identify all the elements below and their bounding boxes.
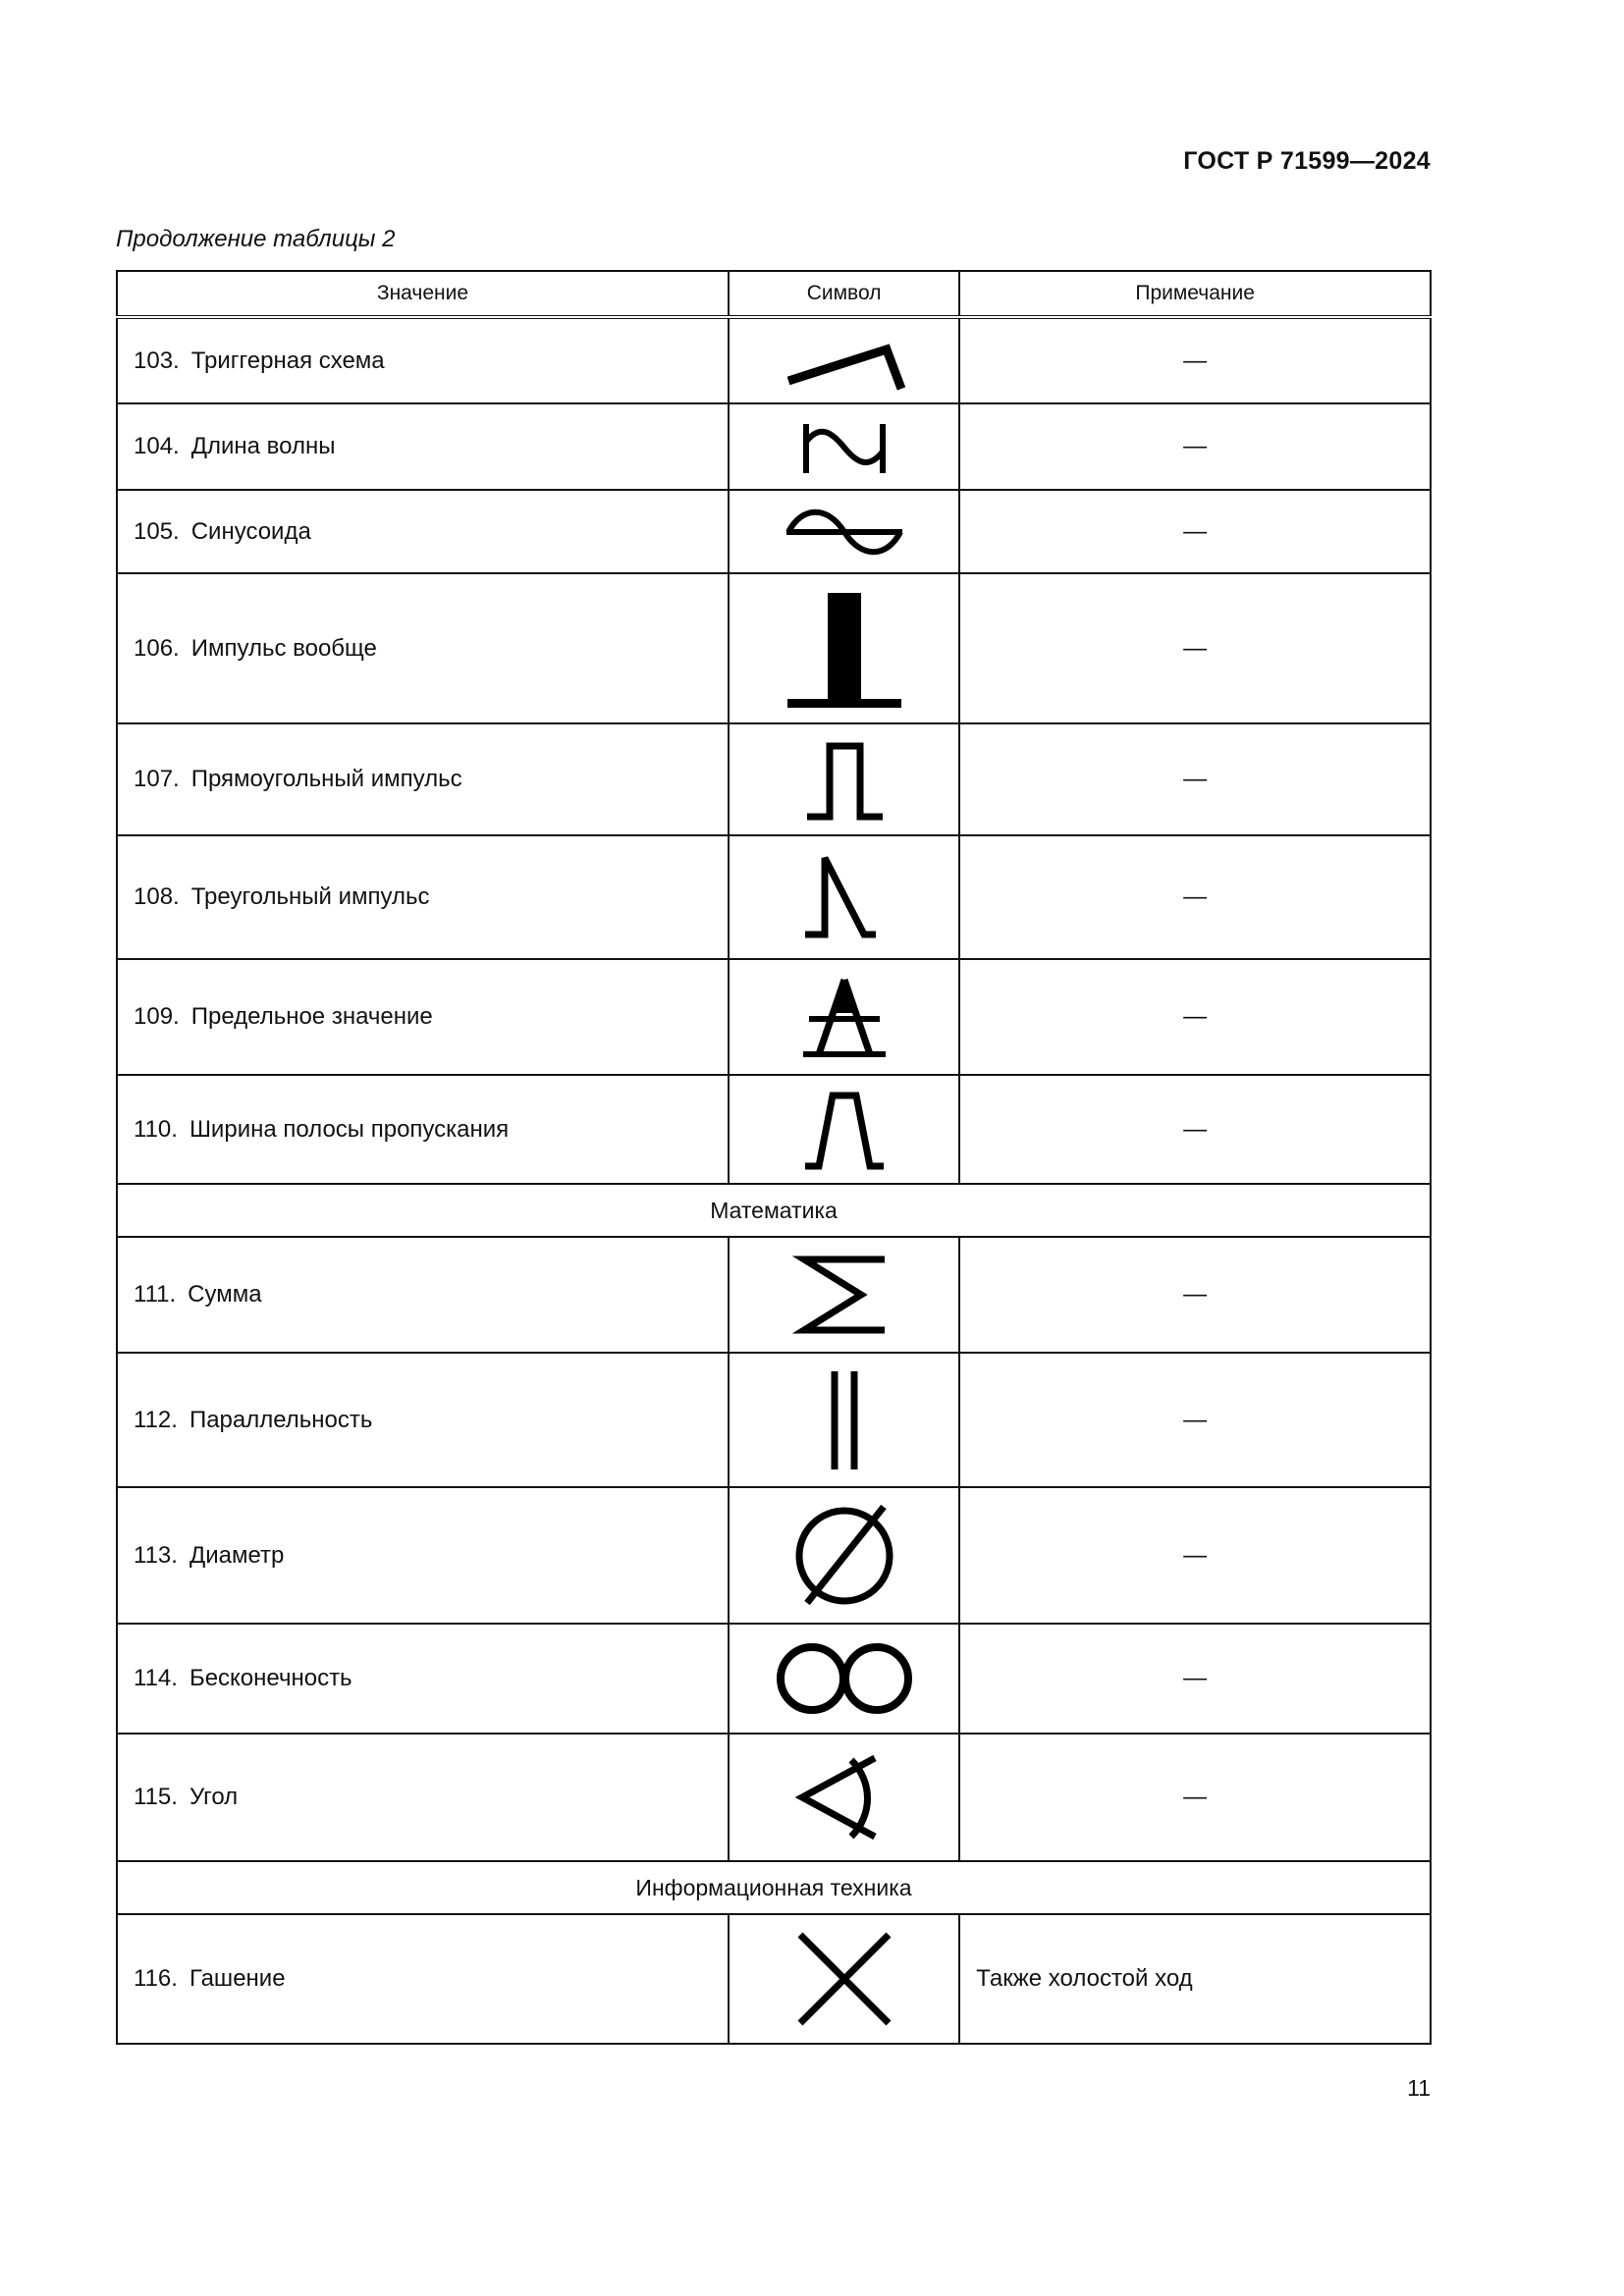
table-row [117,959,1431,1075]
row-label: Треугольный импульс [190,883,430,910]
column-header-note: Примечание [959,271,1431,317]
row-number: 105. [134,517,180,545]
note-cell: — [959,573,1431,723]
column-header-symbol: Символ [729,271,959,317]
row-number: 113. [134,1541,178,1569]
meaning-cell [117,959,729,1075]
table-row [117,1624,1431,1734]
page-number: 11 [1407,2075,1431,2101]
meaning-cell [117,1487,729,1624]
table-row [117,1237,1431,1353]
limit-value-icon [795,970,893,1064]
row-label: Параллельность [189,1406,373,1433]
symbol-cell [729,835,959,959]
note-cell: — [959,490,1431,573]
symbol-cell [729,1734,959,1861]
note-cell: — [959,1487,1431,1624]
standard-designation: ГОСТ Р 71599—2024 [1183,147,1431,175]
row-number: 114. [134,1665,178,1691]
meaning-cell [117,317,729,403]
symbol-cell [729,1237,959,1353]
row-number: 103. [134,347,180,374]
meaning-cell [117,403,729,490]
symbol-cell [729,959,959,1075]
infinity-icon [771,1636,918,1721]
row-number: 112. [134,1406,178,1433]
section-row [117,1184,1431,1237]
table-row [117,1487,1431,1624]
note-cell: — [959,835,1431,959]
meaning-cell [117,1353,729,1487]
meaning-cell [117,573,729,723]
table-header-row [117,271,1431,317]
row-label: Синусоида [190,517,311,545]
table-row [117,1914,1431,2044]
table-row [117,723,1431,835]
table-caption: Продолжение таблицы 2 [116,226,396,252]
note-cell: — [959,1353,1431,1487]
row-number: 104. [134,433,180,459]
note-cell: — [959,723,1431,835]
meaning-cell [117,1237,729,1353]
symbol-cell [729,573,959,723]
table-row [117,1353,1431,1487]
row-label: Бесконечность [189,1665,352,1691]
rectangular-pulse-icon [795,732,893,827]
row-label: Импульс вообще [190,634,377,662]
trigger-circuit-icon [781,324,908,399]
table-row [117,490,1431,573]
triangular-pulse-icon [795,848,893,946]
meaning-cell [117,1914,729,2044]
symbol-cell [729,1914,959,2044]
row-number: 110. [134,1115,178,1143]
meaning-cell [117,1075,729,1184]
table-row [117,317,1431,403]
row-label: Диаметр [189,1541,285,1569]
row-label: Прямоугольный импульс [190,766,462,792]
row-label: Ширина полосы пропускания [189,1115,510,1143]
note-cell: — [959,959,1431,1075]
symbol-cell [729,1075,959,1184]
pulse-icon [781,585,908,713]
table-row [117,403,1431,490]
symbol-cell [729,490,959,573]
meaning-cell [117,1734,729,1861]
row-number: 107. [134,766,180,792]
note-cell: — [959,1624,1431,1734]
note-cell: — [959,317,1431,403]
table-row [117,1734,1431,1861]
symbol-cell [729,403,959,490]
sinusoid-icon [781,500,908,564]
section-title-information-technology: Информационная техника [117,1861,1431,1914]
row-label: Длина волны [190,433,336,459]
note-cell: — [959,1075,1431,1184]
note-cell: Также холостой ход [959,1914,1431,2044]
meaning-cell [117,835,729,959]
parallel-icon [815,1365,874,1475]
meaning-cell [117,490,729,573]
symbol-cell [729,1487,959,1624]
table-row [117,835,1431,959]
bandwidth-icon [795,1084,893,1176]
row-label: Сумма [188,1281,262,1308]
table-row [117,1075,1431,1184]
row-label: Предельное значение [190,1003,433,1030]
section-title-mathematics: Математика [117,1184,1431,1237]
blanking-icon [790,1925,898,2033]
note-cell: — [959,1237,1431,1353]
section-row [117,1861,1431,1914]
note-cell: — [959,1734,1431,1861]
note-cell: — [959,403,1431,490]
wavelength-icon [790,412,898,481]
symbol-cell [729,1624,959,1734]
symbol-cell [729,723,959,835]
meaning-cell [117,1624,729,1734]
row-number: 106. [134,634,180,662]
row-label: Триггерная схема [190,347,385,374]
meaning-cell [117,723,729,835]
row-label: Гашение [189,1965,286,1992]
sum-icon [790,1246,898,1344]
table-row [117,573,1431,723]
row-number: 116. [134,1965,178,1992]
row-number: 111. [134,1281,177,1308]
row-label: Угол [189,1784,239,1810]
row-number: 108. [134,883,180,910]
column-header-meaning: Значение [117,271,729,317]
angle-icon [790,1746,898,1848]
diameter-icon [785,1497,903,1615]
symbol-cell [729,1353,959,1487]
row-number: 115. [134,1784,178,1810]
row-number: 109. [134,1003,180,1030]
symbol-cell [729,317,959,403]
symbols-table [116,270,1432,2045]
